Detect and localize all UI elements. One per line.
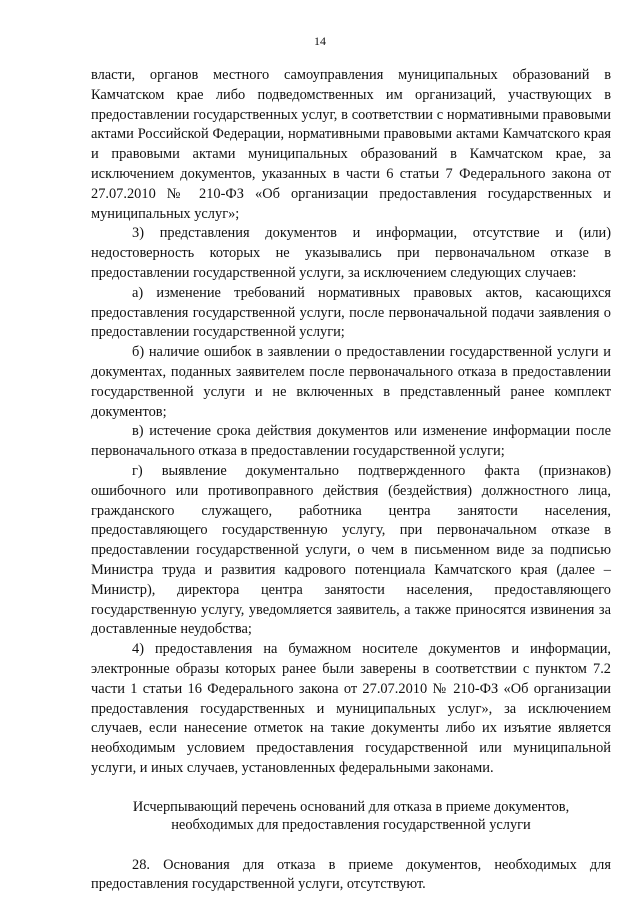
document-body <box>91 66 611 895</box>
paragraph-item-3: 3) представления документов и информации, отсутствие и (или) недостоверность которых не указывались при первоначальном отказе в предоставлении государственной услуги, за исключением следующих случаев: <box>91 225 611 281</box>
paragraph-item-28: 28. Основания для отказа в приеме документов, необходимых для предоставления государственной услуги, отсутствуют. <box>91 856 611 893</box>
paragraph-subitem-b: б) наличие ошибок в заявлении о предоставлении государственной услуги и документах, поданных заявителем после первоначального отказа в предоставлении государственной услуги и не включенных в представленный ранее комплект документов; <box>91 344 611 420</box>
paragraph-continuation: власти, органов местного самоуправления муниципальных образований в Камчатском крае либо подведомственных им организаций, участвующих в предоставлении государственных услуг, в соответствии с нормативными правовыми актами Российской Федерации, нормативными правовыми актами Камчатского края и правовыми актами муниципальных образований в Камчатском крае, за исключением документов, указанных в части 6 статьи 7 Федерального закона от 27.07.2010 № 210-ФЗ «Об организации предоставления государственных и муниципальных услуг»; <box>91 67 611 222</box>
section-heading-line-2: необходимых для предоставления государственной услуги <box>171 817 531 834</box>
page-number: 14 <box>314 34 326 48</box>
section-heading <box>91 798 611 835</box>
paragraph-subitem-v: в) истечение срока действия документов или изменение информации после первоначального отказа в предоставлении государственной услуги; <box>91 423 611 460</box>
paragraph-subitem-a: а) изменение требований нормативных правовых актов, касающихся предоставления государственной услуги, после первоначальной подачи заявления о предоставлении государственной услуги; <box>91 284 611 341</box>
paragraph-subitem-g: г) выявление документально подтвержденного факта (признаков) ошибочного или противоправного действия (бездействия) должностного лица, гражданского служащего, работника центра занятости населения, предоставляющего государственную услугу, при первоначальном отказе в предоставлении государственной услуги, о чем в письменном виде за подписью Министра труда и развития кадрового потенциала Камчатского края (далее – Министр), директора центра занятости населения, предоставляющего государственную услугу, уведомляется заявитель, а также приносятся извинения за доставленные неудобства; <box>91 462 611 638</box>
section-heading-line-1: Исчерпывающий перечень оснований для отказа в приеме документов, <box>132 798 570 815</box>
paragraph-item-4: 4) предоставления на бумажном носителе документов и информации, электронные образы которых ранее были заверены в соответствии с пунктом 7.2 части 1 статьи 16 Федерального закона от 27.07.2010 № 210-ФЗ «Об организации предоставления государственных и муниципальных услуг», за исключением случаев, если нанесение отметок на такие документы либо их изъятие является необходимым условием предоставления государственной или муниципальной услуги, и иных случаев, установленных федеральными законами. <box>91 641 611 776</box>
